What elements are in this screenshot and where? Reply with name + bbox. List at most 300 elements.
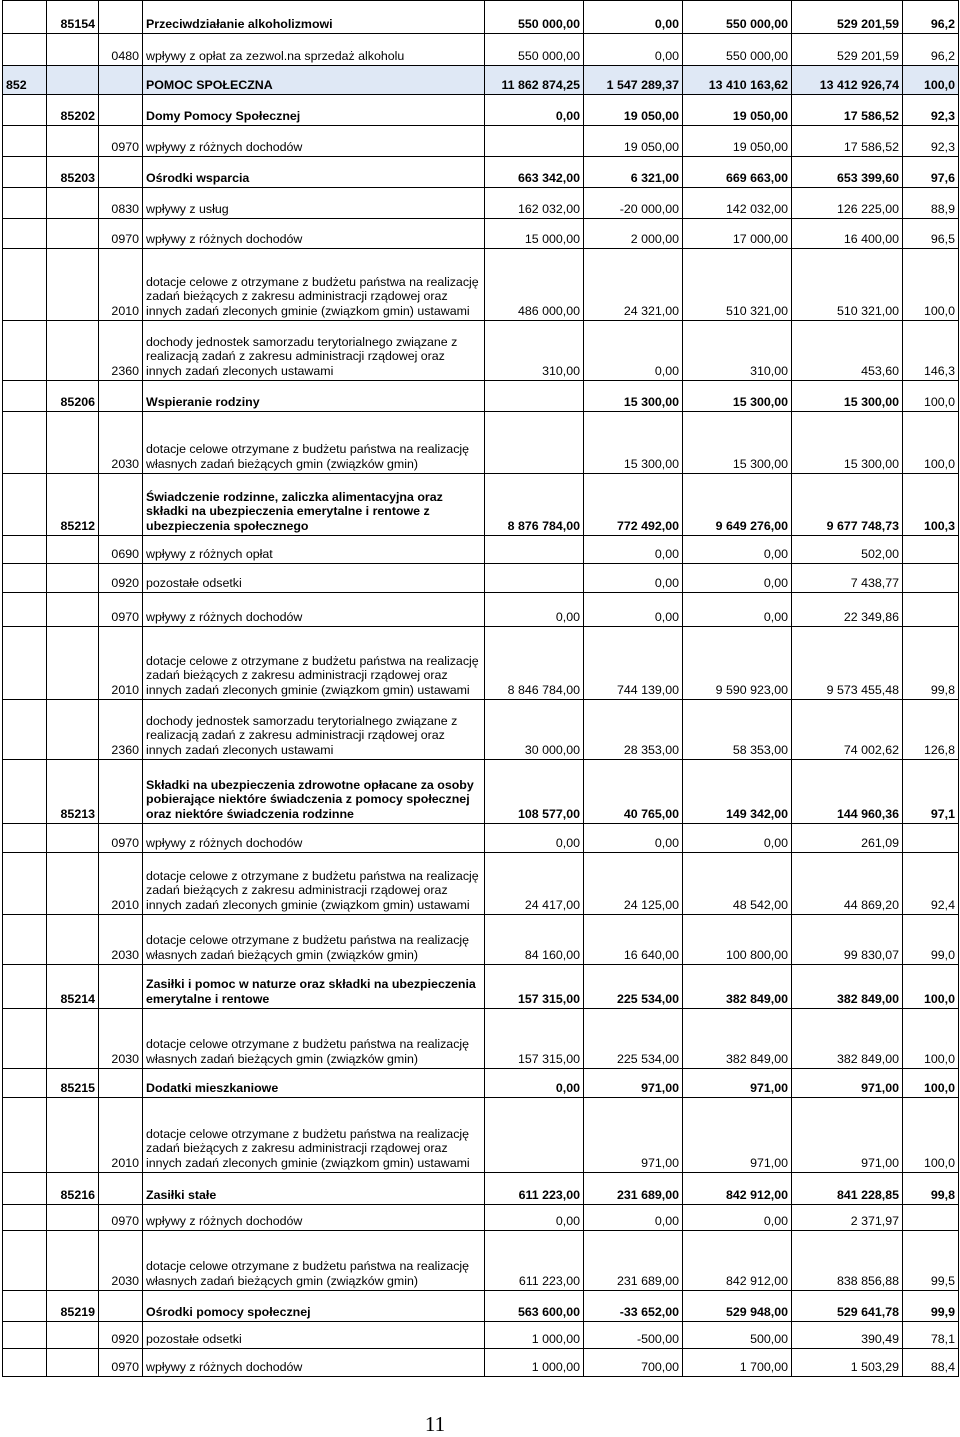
cell-change: 225 534,00 bbox=[584, 965, 683, 1009]
cell-percent bbox=[903, 564, 959, 593]
cell-percent: 99,0 bbox=[903, 915, 959, 965]
cell-plan: 1 000,00 bbox=[485, 1322, 584, 1349]
cell-rozdzial bbox=[47, 700, 99, 760]
cell-change: 24 125,00 bbox=[584, 853, 683, 915]
cell-plan-after: 510 321,00 bbox=[683, 249, 792, 321]
table-row bbox=[3, 700, 959, 760]
cell-percent: 78,1 bbox=[903, 1322, 959, 1349]
cell-paragraf: 2030 bbox=[99, 412, 143, 474]
cell-change: 231 689,00 bbox=[584, 1173, 683, 1205]
cell-dzial bbox=[3, 627, 47, 700]
cell-name: dotacje celowe otrzymane z budżetu państwa na realizację własnych zadań bieżących gmin (związków gmin) bbox=[143, 412, 485, 474]
table-row bbox=[3, 1231, 959, 1291]
budget-table bbox=[2, 0, 959, 1377]
cell-plan: 8 846 784,00 bbox=[485, 627, 584, 700]
cell-execution: 529 641,78 bbox=[792, 1291, 903, 1322]
cell-dzial bbox=[3, 760, 47, 824]
cell-plan-after: 842 912,00 bbox=[683, 1173, 792, 1205]
cell-execution: 841 228,85 bbox=[792, 1173, 903, 1205]
cell-percent: 97,1 bbox=[903, 760, 959, 824]
cell-dzial bbox=[3, 700, 47, 760]
cell-execution: 15 300,00 bbox=[792, 412, 903, 474]
cell-paragraf bbox=[99, 1, 143, 34]
cell-rozdzial bbox=[47, 188, 99, 219]
cell-percent: 100,3 bbox=[903, 474, 959, 536]
table-row bbox=[3, 1205, 959, 1231]
table-row bbox=[3, 536, 959, 564]
table-row bbox=[3, 627, 959, 700]
cell-percent bbox=[903, 536, 959, 564]
table-row bbox=[3, 760, 959, 824]
cell-paragraf: 0690 bbox=[99, 536, 143, 564]
cell-execution: 529 201,59 bbox=[792, 1, 903, 34]
cell-rozdzial bbox=[47, 593, 99, 627]
cell-execution: 99 830,07 bbox=[792, 915, 903, 965]
cell-paragraf: 2010 bbox=[99, 853, 143, 915]
cell-change: 0,00 bbox=[584, 1205, 683, 1231]
cell-plan: 663 342,00 bbox=[485, 157, 584, 188]
cell-change: 0,00 bbox=[584, 34, 683, 66]
cell-execution: 16 400,00 bbox=[792, 219, 903, 249]
table-body bbox=[3, 1, 959, 1377]
cell-rozdzial bbox=[47, 1349, 99, 1377]
cell-plan-after: 19 050,00 bbox=[683, 126, 792, 157]
cell-paragraf: 0830 bbox=[99, 188, 143, 219]
cell-rozdzial bbox=[47, 126, 99, 157]
cell-plan: 0,00 bbox=[485, 95, 584, 126]
table-row bbox=[3, 34, 959, 66]
cell-dzial bbox=[3, 1009, 47, 1069]
cell-paragraf: 0970 bbox=[99, 126, 143, 157]
cell-percent: 92,4 bbox=[903, 853, 959, 915]
cell-rozdzial bbox=[47, 824, 99, 853]
cell-plan-after: 669 663,00 bbox=[683, 157, 792, 188]
cell-execution: 529 201,59 bbox=[792, 34, 903, 66]
table-row bbox=[3, 593, 959, 627]
table-row bbox=[3, 95, 959, 126]
cell-dzial bbox=[3, 1205, 47, 1231]
cell-name: wpływy z różnych dochodów bbox=[143, 1349, 485, 1377]
cell-paragraf: 0970 bbox=[99, 219, 143, 249]
cell-name: Zasiłki stałe bbox=[143, 1173, 485, 1205]
cell-percent: 88,9 bbox=[903, 188, 959, 219]
cell-plan: 0,00 bbox=[485, 824, 584, 853]
cell-name: dotacje celowe otrzymane z budżetu państwa na realizację zadań bieżących z zakresu administracji rządowej oraz innych zadań zleconych gminie (związkom gmin) ustawami bbox=[143, 1098, 485, 1173]
cell-paragraf: 0970 bbox=[99, 1205, 143, 1231]
cell-plan-after: 842 912,00 bbox=[683, 1231, 792, 1291]
cell-execution: 15 300,00 bbox=[792, 381, 903, 412]
cell-rozdzial bbox=[47, 1322, 99, 1349]
cell-change: 231 689,00 bbox=[584, 1231, 683, 1291]
cell-paragraf: 0970 bbox=[99, 824, 143, 853]
cell-change: -33 652,00 bbox=[584, 1291, 683, 1322]
cell-rozdzial bbox=[47, 219, 99, 249]
cell-plan: 157 315,00 bbox=[485, 1009, 584, 1069]
cell-change: 700,00 bbox=[584, 1349, 683, 1377]
cell-rozdzial: 85203 bbox=[47, 157, 99, 188]
cell-percent: 99,9 bbox=[903, 1291, 959, 1322]
cell-dzial bbox=[3, 1322, 47, 1349]
cell-plan: 157 315,00 bbox=[485, 965, 584, 1009]
cell-paragraf bbox=[99, 474, 143, 536]
cell-rozdzial: 85213 bbox=[47, 760, 99, 824]
cell-change: 0,00 bbox=[584, 536, 683, 564]
cell-plan-after: 9 590 923,00 bbox=[683, 627, 792, 700]
cell-percent bbox=[903, 593, 959, 627]
cell-plan-after: 0,00 bbox=[683, 593, 792, 627]
cell-plan: 310,00 bbox=[485, 321, 584, 381]
cell-percent: 96,5 bbox=[903, 219, 959, 249]
cell-rozdzial: 85214 bbox=[47, 965, 99, 1009]
cell-name: Zasiłki i pomoc w naturze oraz składki na ubezpieczenia emerytalne i rentowe bbox=[143, 965, 485, 1009]
cell-percent: 100,0 bbox=[903, 412, 959, 474]
cell-execution: 9 677 748,73 bbox=[792, 474, 903, 536]
cell-rozdzial bbox=[47, 412, 99, 474]
cell-dzial bbox=[3, 824, 47, 853]
cell-paragraf: 2010 bbox=[99, 627, 143, 700]
cell-paragraf bbox=[99, 1069, 143, 1098]
cell-plan bbox=[485, 1098, 584, 1173]
table-row bbox=[3, 157, 959, 188]
cell-plan-after: 550 000,00 bbox=[683, 1, 792, 34]
cell-plan-after: 1 700,00 bbox=[683, 1349, 792, 1377]
cell-percent: 99,5 bbox=[903, 1231, 959, 1291]
cell-percent: 99,8 bbox=[903, 1173, 959, 1205]
cell-dzial bbox=[3, 157, 47, 188]
cell-name: dotacje celowe otrzymane z budżetu państwa na realizację własnych zadań bieżących gmin (związków gmin) bbox=[143, 1231, 485, 1291]
table-row bbox=[3, 188, 959, 219]
cell-plan-after: 15 300,00 bbox=[683, 412, 792, 474]
table-row bbox=[3, 412, 959, 474]
cell-name: pozostałe odsetki bbox=[143, 564, 485, 593]
cell-plan-after: 0,00 bbox=[683, 824, 792, 853]
table-row bbox=[3, 1173, 959, 1205]
table-row bbox=[3, 915, 959, 965]
table-row bbox=[3, 1069, 959, 1098]
table-row bbox=[3, 126, 959, 157]
cell-plan-after: 100 800,00 bbox=[683, 915, 792, 965]
cell-paragraf: 0970 bbox=[99, 593, 143, 627]
table-row bbox=[3, 219, 959, 249]
cell-dzial bbox=[3, 95, 47, 126]
cell-execution: 7 438,77 bbox=[792, 564, 903, 593]
cell-dzial bbox=[3, 1231, 47, 1291]
cell-plan-after: 13 410 163,62 bbox=[683, 66, 792, 95]
table-row bbox=[3, 1349, 959, 1377]
cell-plan bbox=[485, 126, 584, 157]
cell-paragraf: 2360 bbox=[99, 321, 143, 381]
cell-plan: 550 000,00 bbox=[485, 1, 584, 34]
table-row bbox=[3, 1291, 959, 1322]
cell-dzial bbox=[3, 188, 47, 219]
cell-rozdzial: 85216 bbox=[47, 1173, 99, 1205]
cell-plan: 1 000,00 bbox=[485, 1349, 584, 1377]
cell-name: wpływy z różnych dochodów bbox=[143, 593, 485, 627]
cell-percent: 100,0 bbox=[903, 965, 959, 1009]
cell-plan: 611 223,00 bbox=[485, 1231, 584, 1291]
cell-dzial bbox=[3, 1291, 47, 1322]
cell-plan: 0,00 bbox=[485, 1205, 584, 1231]
cell-dzial bbox=[3, 381, 47, 412]
cell-change: -500,00 bbox=[584, 1322, 683, 1349]
cell-name: dotacje celowe otrzymane z budżetu państwa na realizację własnych zadań bieżących gmin (związków gmin) bbox=[143, 1009, 485, 1069]
cell-execution: 2 371,97 bbox=[792, 1205, 903, 1231]
cell-percent bbox=[903, 824, 959, 853]
cell-execution: 17 586,52 bbox=[792, 95, 903, 126]
cell-plan-after: 48 542,00 bbox=[683, 853, 792, 915]
cell-paragraf: 0920 bbox=[99, 564, 143, 593]
cell-plan: 162 032,00 bbox=[485, 188, 584, 219]
cell-plan: 84 160,00 bbox=[485, 915, 584, 965]
cell-name: POMOC SPOŁECZNA bbox=[143, 66, 485, 95]
table-row bbox=[3, 249, 959, 321]
cell-paragraf bbox=[99, 1291, 143, 1322]
cell-rozdzial: 85206 bbox=[47, 381, 99, 412]
cell-plan: 8 876 784,00 bbox=[485, 474, 584, 536]
cell-plan-after: 971,00 bbox=[683, 1069, 792, 1098]
cell-plan: 108 577,00 bbox=[485, 760, 584, 824]
cell-change: 2 000,00 bbox=[584, 219, 683, 249]
cell-execution: 1 503,29 bbox=[792, 1349, 903, 1377]
cell-rozdzial bbox=[47, 1098, 99, 1173]
cell-paragraf bbox=[99, 965, 143, 1009]
cell-name: pozostałe odsetki bbox=[143, 1322, 485, 1349]
cell-paragraf: 0970 bbox=[99, 1349, 143, 1377]
cell-rozdzial bbox=[47, 321, 99, 381]
cell-name: Ośrodki pomocy społecznej bbox=[143, 1291, 485, 1322]
cell-plan-after: 971,00 bbox=[683, 1098, 792, 1173]
table-row bbox=[3, 1, 959, 34]
cell-plan-after: 529 948,00 bbox=[683, 1291, 792, 1322]
cell-execution: 261,09 bbox=[792, 824, 903, 853]
cell-dzial bbox=[3, 1069, 47, 1098]
cell-rozdzial: 85215 bbox=[47, 1069, 99, 1098]
cell-dzial bbox=[3, 126, 47, 157]
cell-name: wpływy z różnych opłat bbox=[143, 536, 485, 564]
cell-execution: 17 586,52 bbox=[792, 126, 903, 157]
cell-percent: 96,2 bbox=[903, 1, 959, 34]
cell-change: 6 321,00 bbox=[584, 157, 683, 188]
cell-rozdzial: 85219 bbox=[47, 1291, 99, 1322]
cell-change: 19 050,00 bbox=[584, 95, 683, 126]
cell-plan: 0,00 bbox=[485, 1069, 584, 1098]
cell-rozdzial bbox=[47, 249, 99, 321]
cell-change: 744 139,00 bbox=[584, 627, 683, 700]
cell-plan-after: 19 050,00 bbox=[683, 95, 792, 126]
cell-paragraf: 2360 bbox=[99, 700, 143, 760]
cell-name: dotacje celowe otrzymane z budżetu państwa na realizację własnych zadań bieżących gmin (związków gmin) bbox=[143, 915, 485, 965]
cell-plan-after: 500,00 bbox=[683, 1322, 792, 1349]
cell-execution: 971,00 bbox=[792, 1098, 903, 1173]
cell-execution: 22 349,86 bbox=[792, 593, 903, 627]
cell-change: 1 547 289,37 bbox=[584, 66, 683, 95]
cell-plan bbox=[485, 412, 584, 474]
cell-execution: 390,49 bbox=[792, 1322, 903, 1349]
cell-paragraf bbox=[99, 381, 143, 412]
cell-paragraf bbox=[99, 66, 143, 95]
cell-plan-after: 382 849,00 bbox=[683, 965, 792, 1009]
cell-name: wpływy z różnych dochodów bbox=[143, 219, 485, 249]
table-row bbox=[3, 1322, 959, 1349]
cell-dzial bbox=[3, 853, 47, 915]
cell-execution: 144 960,36 bbox=[792, 760, 903, 824]
cell-dzial bbox=[3, 1098, 47, 1173]
cell-paragraf: 0920 bbox=[99, 1322, 143, 1349]
cell-paragraf bbox=[99, 95, 143, 126]
cell-name: Wspieranie rodziny bbox=[143, 381, 485, 412]
table-row bbox=[3, 1098, 959, 1173]
cell-plan-after: 17 000,00 bbox=[683, 219, 792, 249]
cell-change: 772 492,00 bbox=[584, 474, 683, 536]
cell-percent: 100,0 bbox=[903, 381, 959, 412]
cell-rozdzial bbox=[47, 1205, 99, 1231]
cell-execution: 126 225,00 bbox=[792, 188, 903, 219]
cell-paragraf: 2010 bbox=[99, 1098, 143, 1173]
cell-paragraf: 0480 bbox=[99, 34, 143, 66]
table-row bbox=[3, 381, 959, 412]
page-number: 11 bbox=[424, 1412, 446, 1436]
cell-name: Przeciwdziałanie alkoholizmowi bbox=[143, 1, 485, 34]
cell-plan: 486 000,00 bbox=[485, 249, 584, 321]
cell-percent: 100,0 bbox=[903, 1069, 959, 1098]
cell-change: 19 050,00 bbox=[584, 126, 683, 157]
cell-execution: 502,00 bbox=[792, 536, 903, 564]
cell-dzial bbox=[3, 1173, 47, 1205]
cell-dzial bbox=[3, 915, 47, 965]
cell-name: Dodatki mieszkaniowe bbox=[143, 1069, 485, 1098]
cell-dzial bbox=[3, 219, 47, 249]
cell-percent bbox=[903, 1205, 959, 1231]
cell-dzial bbox=[3, 34, 47, 66]
cell-plan bbox=[485, 536, 584, 564]
cell-change: 16 640,00 bbox=[584, 915, 683, 965]
cell-rozdzial: 85202 bbox=[47, 95, 99, 126]
cell-change: 225 534,00 bbox=[584, 1009, 683, 1069]
cell-dzial bbox=[3, 965, 47, 1009]
cell-execution: 653 399,60 bbox=[792, 157, 903, 188]
cell-execution: 13 412 926,74 bbox=[792, 66, 903, 95]
cell-execution: 453,60 bbox=[792, 321, 903, 381]
cell-plan: 563 600,00 bbox=[485, 1291, 584, 1322]
cell-plan: 11 862 874,25 bbox=[485, 66, 584, 95]
cell-percent: 99,8 bbox=[903, 627, 959, 700]
cell-change: 0,00 bbox=[584, 1, 683, 34]
cell-change: 15 300,00 bbox=[584, 381, 683, 412]
cell-name: wpływy z opłat za zezwol.na sprzedaż alkoholu bbox=[143, 34, 485, 66]
cell-name: dotacje celowe z otrzymane z budżetu państwa na realizację zadań bieżących z zakresu administracji rządowej oraz innych zadań zleconych gminie (związkom gmin) ustawami bbox=[143, 853, 485, 915]
cell-percent: 96,2 bbox=[903, 34, 959, 66]
cell-execution: 44 869,20 bbox=[792, 853, 903, 915]
cell-plan-after: 0,00 bbox=[683, 564, 792, 593]
cell-execution: 382 849,00 bbox=[792, 1009, 903, 1069]
cell-dzial: 852 bbox=[3, 66, 47, 95]
cell-plan-after: 550 000,00 bbox=[683, 34, 792, 66]
cell-name: wpływy z usług bbox=[143, 188, 485, 219]
cell-rozdzial bbox=[47, 853, 99, 915]
cell-plan: 15 000,00 bbox=[485, 219, 584, 249]
cell-dzial bbox=[3, 1349, 47, 1377]
cell-dzial bbox=[3, 593, 47, 627]
cell-plan-after: 9 649 276,00 bbox=[683, 474, 792, 536]
cell-percent: 146,3 bbox=[903, 321, 959, 381]
table-row bbox=[3, 474, 959, 536]
cell-execution: 971,00 bbox=[792, 1069, 903, 1098]
cell-plan-after: 310,00 bbox=[683, 321, 792, 381]
cell-paragraf bbox=[99, 157, 143, 188]
cell-paragraf: 2010 bbox=[99, 249, 143, 321]
table-row bbox=[3, 824, 959, 853]
cell-percent: 92,3 bbox=[903, 95, 959, 126]
table-row bbox=[3, 1009, 959, 1069]
cell-rozdzial bbox=[47, 1009, 99, 1069]
cell-plan: 24 417,00 bbox=[485, 853, 584, 915]
cell-plan-after: 58 353,00 bbox=[683, 700, 792, 760]
cell-name: Ośrodki wsparcia bbox=[143, 157, 485, 188]
cell-name: dotacje celowe z otrzymane z budżetu państwa na realizację zadań bieżących z zakresu administracji rządowej oraz innych zadań zleconych gminie (związkom gmin) ustawami bbox=[143, 627, 485, 700]
cell-percent: 97,6 bbox=[903, 157, 959, 188]
cell-change: 971,00 bbox=[584, 1069, 683, 1098]
cell-percent: 88,4 bbox=[903, 1349, 959, 1377]
cell-dzial bbox=[3, 536, 47, 564]
cell-paragraf bbox=[99, 760, 143, 824]
cell-plan-after: 149 342,00 bbox=[683, 760, 792, 824]
cell-change: 40 765,00 bbox=[584, 760, 683, 824]
cell-name: wpływy z różnych dochodów bbox=[143, 126, 485, 157]
cell-dzial bbox=[3, 1, 47, 34]
cell-name: Składki na ubezpieczenia zdrowotne opłacane za osoby pobierające niektóre świadczenia z pomocy społecznej oraz niektóre świadczenia rodzinne bbox=[143, 760, 485, 824]
cell-change: 15 300,00 bbox=[584, 412, 683, 474]
cell-change: 24 321,00 bbox=[584, 249, 683, 321]
cell-dzial bbox=[3, 249, 47, 321]
cell-execution: 382 849,00 bbox=[792, 965, 903, 1009]
cell-rozdzial: 85212 bbox=[47, 474, 99, 536]
cell-plan-after: 0,00 bbox=[683, 1205, 792, 1231]
cell-rozdzial bbox=[47, 1231, 99, 1291]
cell-percent: 100,0 bbox=[903, 1098, 959, 1173]
cell-percent: 100,0 bbox=[903, 66, 959, 95]
cell-execution: 74 002,62 bbox=[792, 700, 903, 760]
cell-name: Domy Pomocy Społecznej bbox=[143, 95, 485, 126]
cell-plan-after: 382 849,00 bbox=[683, 1009, 792, 1069]
cell-plan: 550 000,00 bbox=[485, 34, 584, 66]
cell-plan-after: 0,00 bbox=[683, 536, 792, 564]
cell-percent: 126,8 bbox=[903, 700, 959, 760]
cell-paragraf: 2030 bbox=[99, 915, 143, 965]
table-row bbox=[3, 564, 959, 593]
cell-percent: 100,0 bbox=[903, 249, 959, 321]
cell-plan: 30 000,00 bbox=[485, 700, 584, 760]
cell-execution: 510 321,00 bbox=[792, 249, 903, 321]
cell-plan bbox=[485, 564, 584, 593]
table-row bbox=[3, 965, 959, 1009]
table-row bbox=[3, 66, 959, 95]
cell-change: 28 353,00 bbox=[584, 700, 683, 760]
cell-paragraf bbox=[99, 1173, 143, 1205]
cell-plan: 0,00 bbox=[485, 593, 584, 627]
cell-rozdzial: 85154 bbox=[47, 1, 99, 34]
table-row bbox=[3, 853, 959, 915]
cell-plan-after: 142 032,00 bbox=[683, 188, 792, 219]
table-row bbox=[3, 321, 959, 381]
cell-rozdzial bbox=[47, 34, 99, 66]
cell-paragraf: 2030 bbox=[99, 1009, 143, 1069]
cell-name: Świadczenie rodzinne, zaliczka alimentacyjna oraz składki na ubezpieczenia emerytalne i rentowe z ubezpieczenia społecznego bbox=[143, 474, 485, 536]
cell-name: dotacje celowe z otrzymane z budżetu państwa na realizację zadań bieżących z zakresu administracji rządowej oraz innych zadań zleconych gminie (związkom gmin) ustawami bbox=[143, 249, 485, 321]
cell-change: 0,00 bbox=[584, 321, 683, 381]
cell-dzial bbox=[3, 474, 47, 536]
cell-percent: 92,3 bbox=[903, 126, 959, 157]
cell-execution: 9 573 455,48 bbox=[792, 627, 903, 700]
